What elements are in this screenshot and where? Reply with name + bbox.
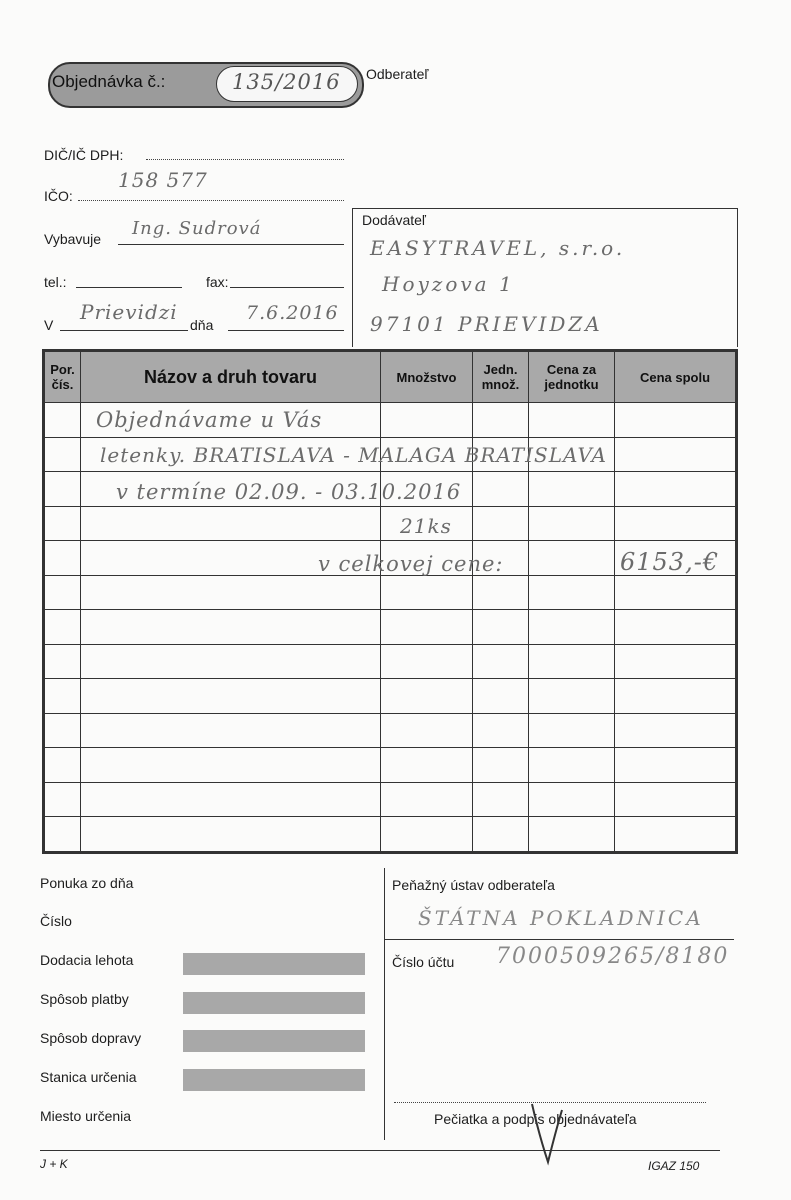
header-position: Por. čís. — [44, 351, 81, 403]
supplier-line-3: 97101 PRIEVIDZA — [370, 312, 603, 336]
offer-label: Ponuka zo dňa — [40, 875, 134, 891]
tel-label: tel.: — [44, 274, 67, 290]
place-prefix: V — [44, 317, 54, 333]
bank-label: Peňažný ústav odberateľa — [392, 877, 555, 893]
handwritten-line-5: v celkovej cene: — [318, 552, 504, 576]
signature-mark — [528, 1100, 568, 1166]
transport-field — [183, 1030, 365, 1052]
divider — [384, 868, 385, 1140]
vat-field — [146, 145, 344, 160]
form-code: IGAZ 150 — [648, 1159, 700, 1173]
station-label: Stanica určenia — [40, 1069, 137, 1085]
account-value: 7000509265/8180 — [496, 944, 730, 969]
date-value: 7.6.2016 — [246, 302, 339, 324]
payment-field — [183, 992, 365, 1014]
header-quantity: Množstvo — [381, 351, 473, 403]
bottom-left-code: J + K — [40, 1157, 68, 1171]
supplier-line-1: EASYTRAVEL, s.r.o. — [370, 236, 626, 260]
table-row — [44, 506, 737, 541]
place-label: Miesto určenia — [40, 1108, 132, 1124]
bank-value: ŠTÁTNA POKLADNICA — [418, 906, 704, 930]
table-row — [44, 817, 737, 853]
table-row — [44, 713, 737, 748]
handwritten-line-1: Objednávame u Vás — [96, 408, 323, 432]
customer-section-label: Odberateľ — [366, 66, 429, 82]
place-value: Prievidzi — [80, 300, 178, 324]
station-field — [183, 1069, 365, 1091]
table-row — [44, 748, 737, 783]
table-row — [44, 610, 737, 645]
delivery-field — [183, 953, 365, 975]
date-label: dňa — [190, 317, 214, 333]
divider — [40, 1150, 720, 1151]
handwritten-line-2: letenky. BRATISLAVA - MALAGA BRATISLAVA — [100, 443, 607, 467]
number-label: Číslo — [40, 913, 72, 929]
table-header-row — [44, 351, 737, 403]
tel-field — [76, 273, 182, 288]
payment-label: Spôsob platby — [40, 991, 129, 1007]
table-row — [44, 679, 737, 714]
handled-by-value: Ing. Sudrová — [132, 218, 262, 239]
header-item-name: Názov a druh tovaru — [81, 351, 381, 403]
header-unit: Jedn. množ. — [473, 351, 529, 403]
order-number-value: 135/2016 — [232, 70, 341, 94]
account-label: Číslo účtu — [392, 954, 455, 970]
handwritten-line-3: v termíne 02.09. - 03.10.2016 — [116, 480, 462, 504]
table-row — [44, 782, 737, 817]
header-unit-price: Cena za jednotku — [529, 351, 615, 403]
ico-value: 158 577 — [118, 168, 208, 192]
table-row — [44, 575, 737, 610]
transport-label: Spôsob dopravy — [40, 1030, 142, 1046]
vat-label: DIČ/IČ DPH: — [44, 147, 124, 163]
stamp-label: Pečiatka a podpis objednávateľa — [434, 1111, 637, 1127]
delivery-label: Dodacia lehota — [40, 952, 134, 968]
table-row — [44, 644, 737, 679]
supplier-line-2: Hoyzova 1 — [382, 272, 515, 296]
handled-by-label: Vybavuje — [44, 231, 102, 247]
order-label: Objednávka č.: — [52, 72, 166, 91]
ico-label: IČO: — [44, 188, 73, 204]
fax-label: fax: — [206, 274, 229, 290]
handwritten-line-4: 21ks — [400, 514, 452, 538]
fax-field — [230, 273, 344, 288]
supplier-label: Dodávateľ — [362, 212, 427, 228]
handwritten-total: 6153,-€ — [620, 548, 720, 576]
header-total: Cena spolu — [615, 351, 737, 403]
divider — [384, 939, 734, 940]
